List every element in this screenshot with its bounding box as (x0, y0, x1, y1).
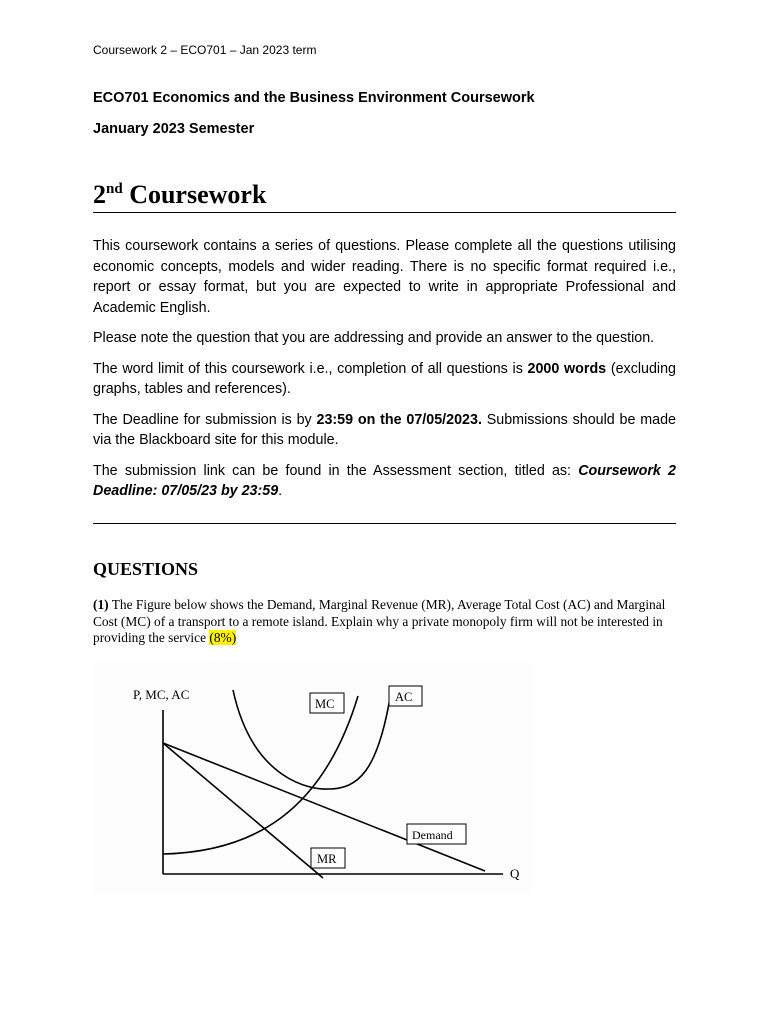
instruction-paragraph-5 (93, 461, 676, 502)
y-axis-label: P, MC, AC (133, 687, 190, 702)
coursework-heading (93, 180, 676, 213)
instruction-paragraph-2: Please note the question that you are addressing and provide an answer to the question. (93, 330, 655, 346)
deadline-text: The Deadline for submission is by (93, 411, 317, 428)
ac-label: AC (395, 690, 413, 704)
question-1-text: The Figure below shows the Demand, Marginal Revenue (MR), Average Total Cost (AC) and Marginal Cost (MC) of a transport to a remote island. Explain why a private monopoly firm will not be interested in providing the service (93, 597, 666, 645)
page-header: Coursework 2 – ECO701 – Jan 2023 term (93, 43, 317, 57)
x-axis-label: Q (510, 866, 520, 881)
mr-label: MR (317, 852, 337, 866)
coursework-number-suffix: nd (106, 181, 123, 197)
course-title: ECO701 Economics and the Business Environment Coursework (93, 90, 535, 106)
section-divider (93, 523, 676, 524)
coursework-word: Coursework (129, 180, 267, 209)
question-1-number: (1) (93, 597, 109, 612)
word-limit-text: The word limit of this coursework i.e., completion of all questions is (93, 360, 528, 377)
question-1-weight: (8%) (209, 630, 237, 645)
word-limit-note: (excluding graphs, tables and references). (93, 360, 676, 397)
submission-note: Submissions should be made via the Blackboard site for this module. (93, 411, 676, 448)
demand-label: Demand (412, 828, 453, 842)
submission-link-title: Coursework 2 Deadline: 07/05/23 by 23:59 (93, 462, 676, 499)
question-1 (93, 597, 676, 647)
word-limit-value: 2000 words (527, 360, 607, 377)
submission-link-end: . (278, 483, 283, 499)
coursework-number: 2 (93, 180, 106, 209)
cost-revenue-figure (93, 662, 533, 894)
submission-link-text: The submission link can be found in the Assessment section, titled as: (93, 462, 579, 479)
deadline-value: 23:59 on the 07/05/2023. (316, 411, 482, 428)
questions-heading: QUESTIONS (93, 559, 199, 579)
mc-label: MC (315, 697, 335, 711)
instruction-paragraph-1: This coursework contains a series of questions. Please complete all the questions utilising economic concepts, models and wider reading. There is no specific format required i.e., report or essay format, but you are expected to write in appropriate Professional and Academic English. (93, 238, 676, 316)
semester-label: January 2023 Semester (93, 121, 255, 137)
instruction-paragraph-3 (93, 359, 676, 400)
instructions-block (93, 236, 676, 502)
instruction-paragraph-4 (93, 410, 676, 451)
